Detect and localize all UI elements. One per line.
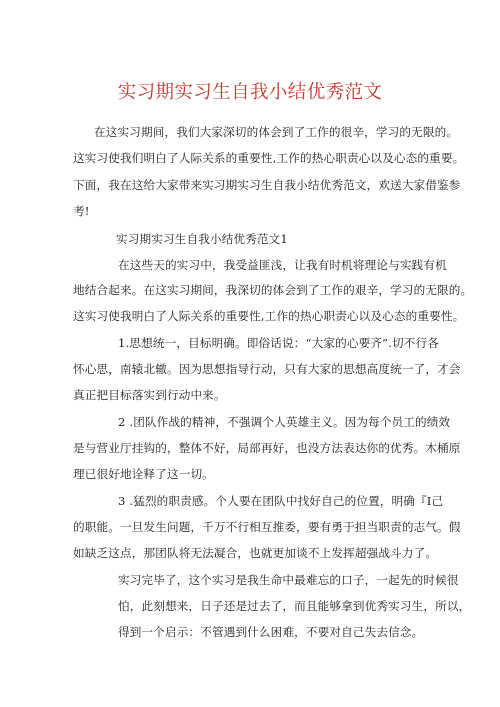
paragraph-1-line-1: 在这些天的实习中，我受益匪浅，让我有时机将理论与实践有机	[118, 258, 447, 272]
closing-line-1: 实习完毕了，这个实习是我生命中最难忘的口子，一起先的时候很	[118, 573, 459, 587]
intro-line-4: 考!	[73, 204, 90, 218]
paragraph-1-line-2: 地结合起来。在这实习期间，我深切的体会到了工作的艰辛，学习的无限的。	[73, 283, 473, 297]
paragraph-1-line-3: 这实习使我明白了人际关系的重要性,工作的热心职责心以及心态的重要性。	[73, 309, 465, 323]
point-2-line-2: 是与营业厅挂钩的，整体不好，局部再好，也没方法表达你的优秀。木桶原	[73, 441, 461, 455]
intro-line-1: 在这实习期间，我们大家深切的体会到了工作的很辛，学习的无限的。	[94, 125, 459, 139]
closing-line-2: 怕，此刻想来，日子还是过去了，而且能够拿到优秀实习生，所以，	[118, 599, 471, 613]
point-2-line-3: 理已很好地诠释了这一切。	[73, 467, 214, 481]
intro-line-3: 下面，我在这给大家带来实习期实习生自我小结优秀范文，欢送大家借鉴参	[73, 178, 461, 192]
point-1-line-2: 怀心思，南辕北辙。因为思想指导行动，只有大家的思想高度统一了，才会	[73, 362, 461, 376]
point-2-line-1: 2 .团队作战的精神，不强调个人英雄主义。因为每个员工的绩效	[118, 415, 451, 429]
point-1-line-1: 1.思想统一，目标明确。即俗话说：“大家的心要齐”.切不行各	[118, 336, 439, 350]
point-1-line-3: 真正把目标落实到行动中来。	[73, 388, 226, 402]
intro-line-2: 这实习使我们明白了人际关系的重要性,工作的热心职责心以及心态的重要。	[73, 151, 465, 165]
closing-line-3: 得到一个启示：不管遇到什么困难，不要对自己失去信念。	[118, 625, 424, 639]
section-heading: 实习期实习生自我小结优秀范文1	[116, 232, 288, 246]
point-3-line-3: 如缺乏这点，那团队将无法凝合，也就更加谈不上发挥超强战斗力了。	[73, 546, 438, 560]
point-3-line-2: 的职能。一旦发生问题，千万不行相互推委，要有勇于担当职责的志气。假	[73, 520, 461, 534]
point-3-line-1: 3 .猛烈的职责感。个人要在团队中找好自己的位置，明确『I己	[118, 494, 444, 508]
document-title: 实习期实习生自我小结优秀范文	[117, 82, 383, 103]
